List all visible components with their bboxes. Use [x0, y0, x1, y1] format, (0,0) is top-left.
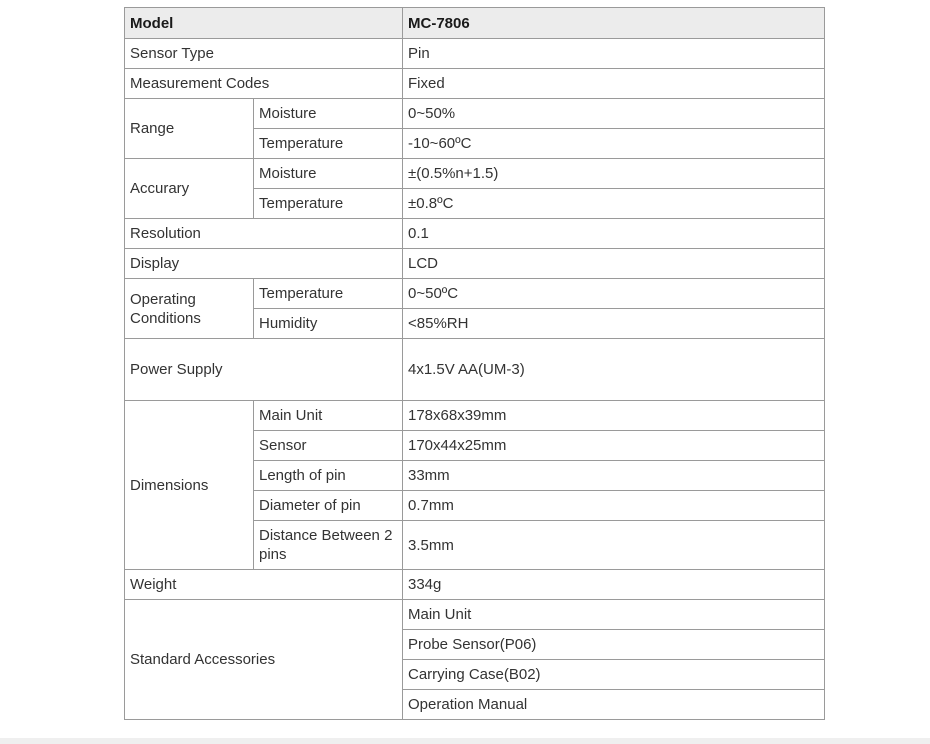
dimensions-diameter-of-pin-label: Diameter of pin [254, 491, 403, 521]
power-supply-value: 4x1.5V AA(UM-3) [403, 339, 825, 401]
display-value: LCD [403, 249, 825, 279]
dimensions-main-unit-label: Main Unit [254, 401, 403, 431]
table-row-operating-temperature [125, 279, 825, 309]
weight-value: 334g [403, 570, 825, 600]
page-footer-band [0, 738, 930, 744]
dimensions-distance-between-pins-value: 3.5mm [403, 521, 825, 570]
table-row-weight [125, 570, 825, 600]
weight-label: Weight [125, 570, 403, 600]
dimensions-sensor-value: 170x44x25mm [403, 431, 825, 461]
dimensions-distance-between-pins-label: Distance Between 2 pins [254, 521, 403, 570]
resolution-label: Resolution [125, 219, 403, 249]
model-label: Model [125, 8, 403, 39]
table-row-accuracy-moisture [125, 159, 825, 189]
spec-table [124, 7, 825, 720]
resolution-value: 0.1 [403, 219, 825, 249]
dimensions-sensor-label: Sensor [254, 431, 403, 461]
dimensions-main-unit-value: 178x68x39mm [403, 401, 825, 431]
operating-temperature-label: Temperature [254, 279, 403, 309]
table-row-display [125, 249, 825, 279]
dimensions-length-of-pin-label: Length of pin [254, 461, 403, 491]
table-row-range-moisture [125, 99, 825, 129]
operating-humidity-label: Humidity [254, 309, 403, 339]
sensor-type-value: Pin [403, 39, 825, 69]
table-row-power-supply [125, 339, 825, 401]
accuracy-moisture-label: Moisture [254, 159, 403, 189]
measurement-codes-value: Fixed [403, 69, 825, 99]
dimensions-length-of-pin-value: 33mm [403, 461, 825, 491]
range-temperature-value: -10~60ºC [403, 129, 825, 159]
accuracy-temperature-label: Temperature [254, 189, 403, 219]
dimensions-label: Dimensions [125, 401, 254, 570]
sensor-type-label: Sensor Type [125, 39, 403, 69]
table-row-resolution [125, 219, 825, 249]
table-row-dimensions-main-unit [125, 401, 825, 431]
accessory-item: Operation Manual [403, 690, 825, 720]
model-value: MC-7806 [403, 8, 825, 39]
accessory-item: Main Unit [403, 600, 825, 630]
range-label: Range [125, 99, 254, 159]
display-label: Display [125, 249, 403, 279]
accuracy-temperature-value: ±0.8ºC [403, 189, 825, 219]
table-row-model [125, 8, 825, 39]
accessory-item: Probe Sensor(P06) [403, 630, 825, 660]
table-row-accessory [125, 600, 825, 630]
operating-conditions-label: Operating Conditions [125, 279, 254, 339]
range-temperature-label: Temperature [254, 129, 403, 159]
standard-accessories-label: Standard Accessories [125, 600, 403, 720]
accuracy-label: Accurary [125, 159, 254, 219]
operating-humidity-value: <85%RH [403, 309, 825, 339]
accuracy-moisture-value: ±(0.5%n+1.5) [403, 159, 825, 189]
table-row-measurement-codes [125, 69, 825, 99]
range-moisture-value: 0~50% [403, 99, 825, 129]
table-row-sensor-type [125, 39, 825, 69]
range-moisture-label: Moisture [254, 99, 403, 129]
operating-temperature-value: 0~50ºC [403, 279, 825, 309]
measurement-codes-label: Measurement Codes [125, 69, 403, 99]
accessory-item: Carrying Case(B02) [403, 660, 825, 690]
dimensions-diameter-of-pin-value: 0.7mm [403, 491, 825, 521]
power-supply-label: Power Supply [125, 339, 403, 401]
